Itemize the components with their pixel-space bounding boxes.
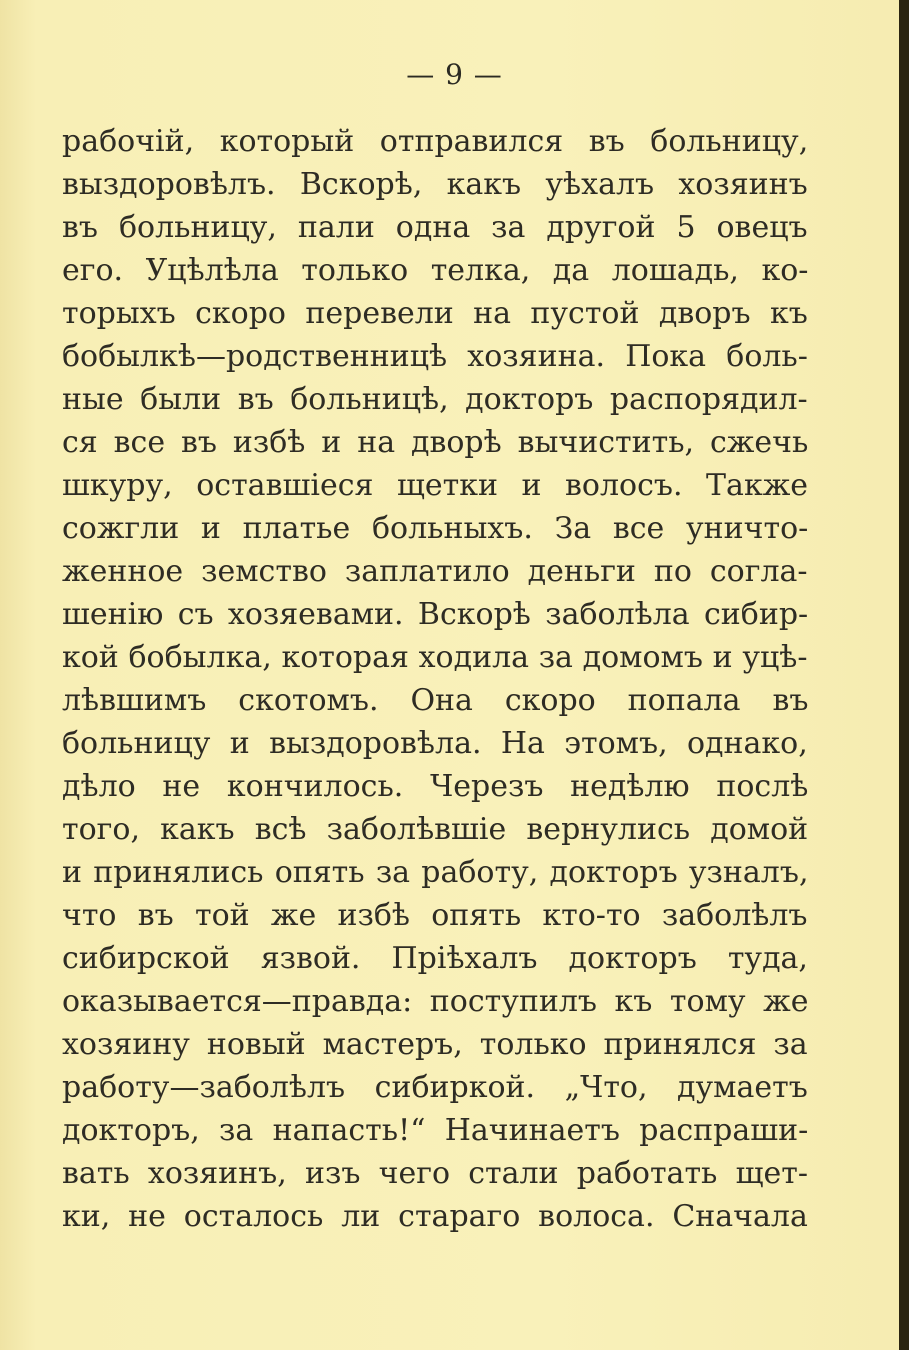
text-line: рабочій, который отправился въ больницу, xyxy=(62,124,808,159)
text-line: хозяину новый мастеръ, только принялся за xyxy=(62,1027,808,1062)
text-line: женное земство заплатило деньги по согла- xyxy=(62,554,808,589)
page-number: — 9 — xyxy=(406,58,503,91)
text-line: больницу и выздоровѣла. На этомъ, однако, xyxy=(62,726,808,761)
text-line: сибирской язвой. Пріѣхалъ докторъ туда, xyxy=(62,941,808,976)
text-line: кой бобылка, которая ходила за домомъ и уцѣ- xyxy=(62,640,808,675)
text-line: ные были въ больницѣ, докторъ распорядил- xyxy=(62,382,808,417)
text-line: вать хозяинъ, изъ чего стали работать щет- xyxy=(62,1156,808,1191)
text-line: въ больницу, пали одна за другой 5 овецъ xyxy=(62,210,808,245)
text-line: того, какъ всѣ заболѣвшіе вернулись домой xyxy=(62,812,808,847)
text-line: дѣло не кончилось. Черезъ недѣлю послѣ xyxy=(62,769,808,804)
text-line: лѣвшимъ скотомъ. Она скоро попала въ xyxy=(62,683,808,718)
text-line: что въ той же избѣ опять кто-то заболѣлъ xyxy=(62,898,808,933)
text-line: бобылкѣ—родственницѣ хозяина. Пока боль- xyxy=(62,339,808,374)
text-line: ки, не осталось ли стараго волоса. Сначала xyxy=(62,1199,808,1234)
text-line: выздоровѣлъ. Вскорѣ, какъ уѣхалъ хозяинъ xyxy=(62,167,808,202)
text-line: работу—заболѣлъ сибиркой. „Что, думаетъ xyxy=(62,1070,808,1105)
text-line: его. Уцѣлѣла только телка, да лошадь, ко- xyxy=(62,253,808,288)
text-line: и принялись опять за работу, докторъ узналъ, xyxy=(62,855,808,890)
text-line: шенію съ хозяевами. Вскорѣ заболѣла сибир- xyxy=(62,597,808,632)
text-line: оказывается—правда: поступилъ къ тому же xyxy=(62,984,808,1019)
body-text xyxy=(62,120,808,1238)
text-line: докторъ, за напасть!“ Начинаетъ распраши- xyxy=(62,1113,808,1148)
scan-edge xyxy=(899,0,909,1350)
text-line: шкуру, оставшіеся щетки и волосъ. Также xyxy=(62,468,808,503)
text-line: торыхъ скоро перевели на пустой дворъ къ xyxy=(62,296,808,331)
text-line: ся все въ избѣ и на дворѣ вычистить, сжечь xyxy=(62,425,808,460)
text-line: сожгли и платье больныхъ. За все уничто- xyxy=(62,511,808,546)
